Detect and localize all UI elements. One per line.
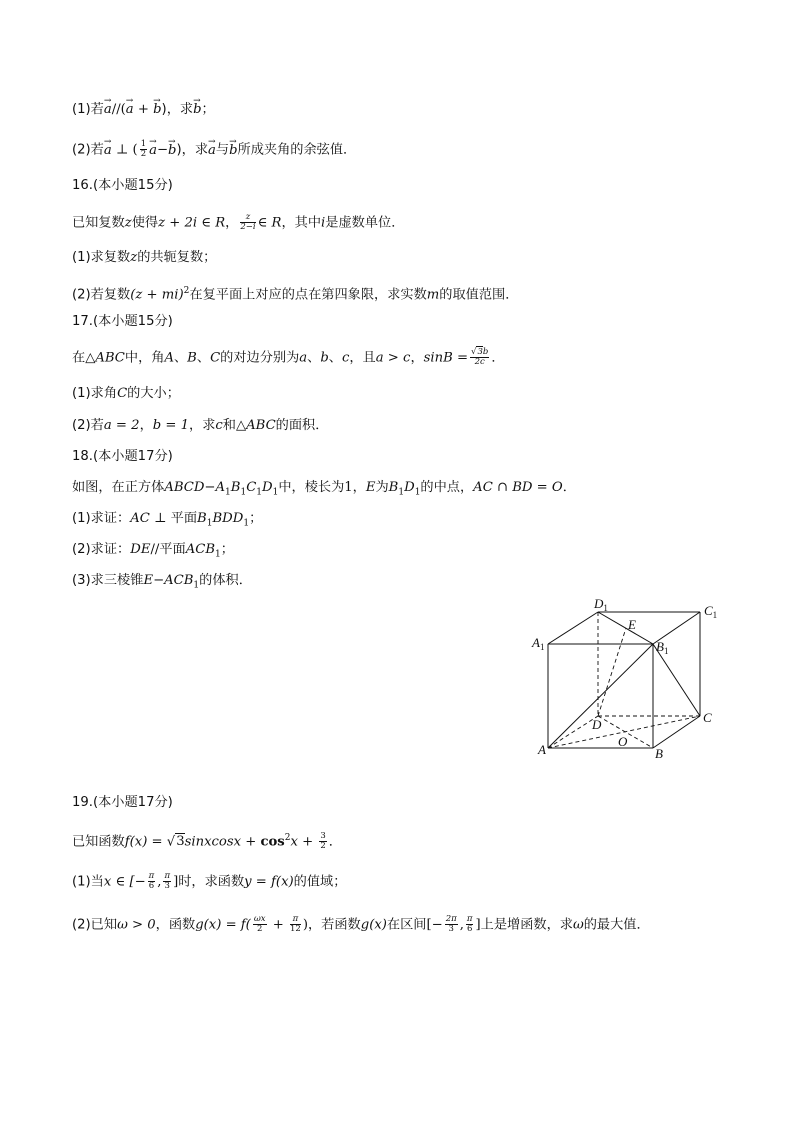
text: ，其中 (281, 215, 322, 231)
text: (1)求复数 (72, 250, 131, 265)
edge-a1d1 (548, 612, 598, 644)
subscript: 1 (256, 487, 263, 498)
label-d: D (592, 717, 602, 732)
text: (2)若 (72, 418, 104, 433)
part1-prefix: (1)若 (72, 102, 104, 117)
fraction-sqrt3b-over-2c: $\frac{√3b}{2c}$ (471, 347, 489, 367)
var: C (246, 480, 257, 495)
text: 的值域； (293, 874, 347, 890)
bracket: ] (475, 917, 481, 933)
problem15-part1 (72, 101, 215, 119)
problem18-part3 (72, 572, 252, 595)
text: (1)当 (72, 874, 104, 890)
text: ． (491, 350, 505, 366)
parallel-symbol: // (150, 542, 160, 557)
cos: cos (260, 834, 285, 850)
text: 、 (196, 350, 211, 366)
minus-sign: − (134, 874, 146, 890)
label-b: B (655, 746, 663, 761)
fraction-pi-6: $\frac{\pi}{6}$ (148, 871, 155, 891)
problem19-part1 (72, 872, 346, 892)
subscript: 1 (193, 580, 200, 591)
var: DE (130, 542, 151, 557)
problem17-heading: 17.(本小题15分) (72, 314, 173, 329)
text: 已知函数 (72, 834, 125, 850)
problem19-stem: 已知函数f(x) = √3sinxcosx + $\cos^2x$ + $\frac{3}{2}$ ． (72, 830, 342, 851)
text: 如图，在正方体 (72, 480, 165, 495)
text: 平面 (159, 542, 186, 557)
text: 平面 (170, 511, 198, 526)
label-a: A (538, 742, 546, 757)
comma: , (459, 917, 464, 933)
text: 的体积． (199, 573, 252, 588)
vector-a: → a (149, 142, 157, 160)
text: ． (328, 834, 342, 850)
perp-symbol: ⊥ ( (111, 142, 138, 158)
problem18-part1 (72, 510, 262, 533)
var: c (341, 350, 350, 366)
part1-text: )，求 (161, 102, 194, 117)
var: A (164, 350, 174, 366)
label-b1: $B_1$ (656, 639, 669, 656)
text: ， (139, 418, 153, 433)
problem18-heading: 18.(本小题17分) (72, 449, 173, 464)
text: 已知复数 (72, 215, 125, 231)
text: ，求 (189, 418, 216, 433)
var: D (404, 480, 415, 495)
edge-ad-hidden (548, 716, 598, 748)
var: AC (130, 511, 150, 526)
text: ． (562, 480, 576, 495)
var: b (320, 350, 329, 366)
problem16-stem (72, 213, 404, 233)
text: 为 (375, 480, 389, 495)
vector-a: → a (126, 101, 134, 119)
label-e: E (628, 617, 636, 632)
problem16-heading: 16.(本小题15分) (72, 178, 173, 193)
vector-b: → b (229, 142, 237, 160)
math-expr: g(x) = f( (195, 917, 251, 933)
var: c (215, 418, 223, 433)
problem16-part2 (72, 282, 518, 304)
problem19-part2 (72, 915, 650, 935)
var: B (187, 350, 197, 366)
part2-text: )，求 (176, 142, 209, 158)
fraction-z-over: $\frac{z}{2-i}$ (240, 212, 256, 232)
part2-prefix: (2)若 (72, 142, 104, 158)
triangle: △ABC (85, 350, 125, 366)
math-expr: a > c (375, 350, 411, 366)
text: ，若函数 (308, 917, 361, 933)
text: (2)已知 (72, 917, 118, 933)
edge-d1b1 (598, 612, 653, 644)
subscript: 1 (240, 487, 247, 498)
text: ，且 (349, 350, 376, 366)
exponent: 2 (183, 286, 190, 296)
edge-bc (653, 716, 700, 748)
math-expr: f(x) = (124, 834, 167, 850)
fraction-half: $\frac{1}{2}$ (140, 139, 147, 159)
subscript: 1 (272, 487, 279, 498)
problem15-part2 (72, 140, 356, 160)
problem18-part2 (72, 541, 234, 564)
text: (1)求角 (72, 386, 118, 401)
text: ，函数 (155, 917, 196, 933)
vector-b: → b (193, 101, 201, 119)
text: 的对边分别为 (220, 350, 300, 366)
var-m: m (426, 287, 440, 303)
text: 、 (307, 350, 321, 366)
var: C (210, 350, 221, 366)
part2-end: 所成夹角的余弦值． (237, 142, 357, 158)
parallel-symbol: //( (111, 102, 126, 117)
segment-b1c (653, 644, 700, 716)
label-a1: $A_1$ (532, 635, 545, 652)
vector-a: → a (104, 101, 112, 119)
paren: ) (302, 917, 308, 933)
var: x (290, 834, 298, 850)
text: ； (249, 511, 263, 526)
subscript: 1 (398, 487, 405, 498)
sqrt-3: 3 (176, 834, 185, 850)
triangle: △ABC (235, 418, 276, 433)
problem18-stem (72, 479, 576, 502)
text: ， (410, 350, 424, 366)
math-expr: g(x) (360, 917, 387, 933)
label-d1: $D_1$ (594, 596, 608, 613)
fraction-3-2: $\frac{3}{2}$ (320, 830, 326, 851)
var: D (262, 480, 273, 495)
text: 时，求函数 (178, 874, 245, 890)
text: (2)若复数 (72, 287, 131, 303)
plus-sign: + (268, 917, 289, 933)
math-expr: x ∈ [ (103, 874, 135, 890)
plus-sign: + (241, 834, 261, 850)
text: (3)求三棱锥 (72, 573, 144, 588)
fraction-pi-12: $\frac{\pi}{12}$ (290, 914, 301, 934)
label-c1: $C_1$ (704, 603, 718, 620)
var-z: z (124, 215, 132, 231)
text: (2)求证： (72, 542, 131, 557)
part1-end: ； (201, 102, 215, 117)
math-expr: a = 2 (103, 418, 140, 433)
text: 、 (328, 350, 342, 366)
text: 的取值范围． (439, 287, 519, 303)
plus-sign: + (133, 102, 154, 117)
fraction-pi-6: $\frac{\pi}{6}$ (466, 914, 473, 934)
var: C (117, 386, 128, 401)
vector-a: → a (208, 142, 216, 160)
var: E−ACB (143, 573, 194, 588)
fraction-pi-3: $\frac{\pi}{3}$ (164, 871, 171, 891)
text: 的最大值． (583, 917, 650, 933)
text: 在 (72, 350, 86, 366)
text: 的中点， (420, 480, 474, 495)
var-omega: ω (572, 917, 584, 933)
var: E (365, 480, 376, 495)
var: B (230, 480, 241, 495)
problem17-part2 (72, 417, 328, 435)
subscript: 1 (215, 549, 221, 560)
var: BDD (212, 511, 244, 526)
text: 和 (222, 418, 236, 433)
var: B (197, 511, 207, 526)
problem17-stem (72, 348, 505, 368)
fraction-2pi-3: $\frac{2\pi}{3}$ (445, 914, 457, 934)
segment-ab1 (548, 644, 653, 748)
problem19-heading: 19.(本小题17分) (72, 795, 173, 810)
text: 是虚数单位． (325, 215, 405, 231)
var: B (388, 480, 399, 495)
exponent: 2 (284, 833, 291, 843)
math-expr: ∈ R (257, 215, 282, 231)
bracket: ] (173, 874, 179, 890)
var: ACB (185, 542, 216, 557)
text: 在区间 (386, 917, 427, 933)
text: 在复平面上对应的点在第四象限，求实数 (189, 287, 427, 303)
problem16-part1 (72, 249, 216, 267)
text: 的大小； (127, 386, 180, 401)
math-expr: sinB = (423, 350, 469, 366)
segment-de-hidden (598, 628, 626, 716)
subscript: 1 (414, 487, 421, 498)
text: 中，角 (124, 350, 165, 366)
subscript: 1 (225, 487, 231, 498)
var-i: i (321, 215, 326, 231)
vector-b: → b (168, 142, 176, 160)
text: (1)求证： (72, 511, 131, 526)
label-c: C (703, 710, 712, 725)
text: 上是增函数，求 (480, 917, 573, 933)
math-expr: (z + mi) (130, 287, 184, 303)
text: 的共轭复数； (137, 250, 217, 265)
bracket: [− (426, 917, 443, 933)
math-expr: ABCD−A (164, 480, 226, 495)
text: 、 (173, 350, 188, 366)
subscript: 1 (243, 518, 250, 529)
math-expr: y = f(x) (244, 874, 294, 890)
text: ， (225, 215, 239, 231)
var: a (299, 350, 308, 366)
vector-a: → a (104, 142, 112, 160)
math-expr: z + 2i ∈ R (158, 215, 226, 231)
math-expr: sinxcosx (184, 834, 242, 850)
plus-sign: + (297, 834, 318, 850)
fraction-wx-2: $\frac{\omega x}{2}$ (253, 914, 266, 934)
cube-figure (528, 596, 728, 766)
math-expr: ω > 0 (117, 917, 156, 933)
vector-b: → b (153, 101, 161, 119)
number: 1 (344, 480, 353, 495)
text: ； (220, 542, 234, 557)
perp-symbol: ⊥ (149, 511, 171, 526)
math-expr: AC ∩ BD = O (473, 480, 563, 495)
part2-text: 与 (215, 142, 230, 158)
text: 使得 (131, 215, 159, 231)
text: ， (352, 480, 366, 495)
text: 中，棱长为 (278, 480, 345, 495)
subscript: 1 (206, 518, 213, 529)
math-expr: b = 1 (152, 418, 190, 433)
minus-sign: − (156, 142, 169, 158)
comma: , (157, 874, 162, 890)
var-z: z (130, 250, 138, 265)
problem17-part1 (72, 385, 180, 403)
label-o: O (618, 734, 628, 749)
text: 的面积． (275, 418, 329, 433)
